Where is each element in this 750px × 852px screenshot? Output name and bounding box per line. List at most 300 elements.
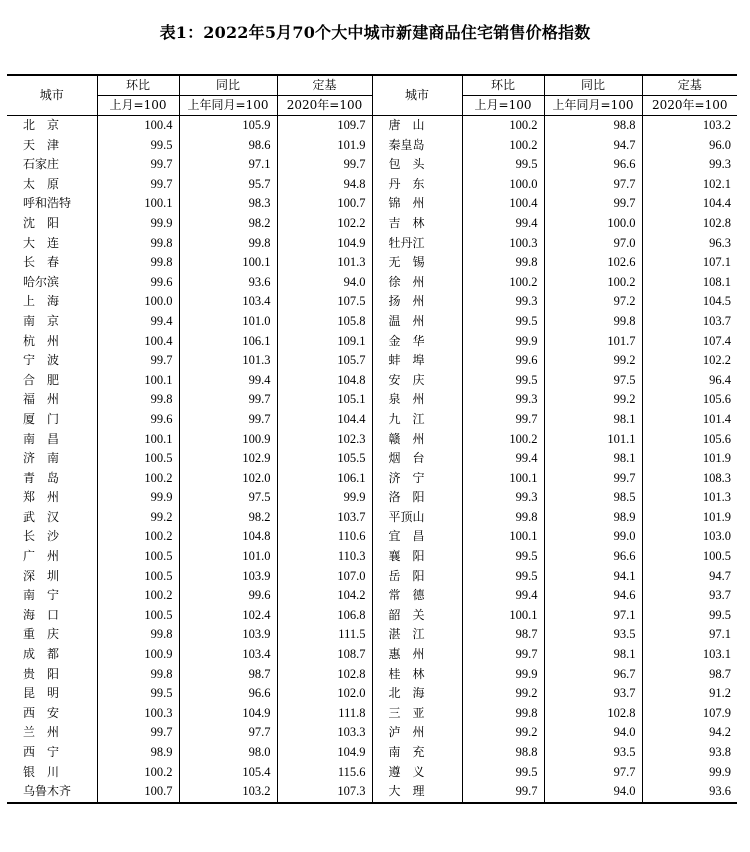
yoy-value-right: 94.0 <box>544 723 642 743</box>
city-name-left: 贵 阳 <box>7 665 97 685</box>
table-row <box>7 586 737 606</box>
city-name-left: 上 海 <box>7 292 97 312</box>
fixed-value-right: 100.5 <box>702 549 731 564</box>
city-name-right: 南 充 <box>372 743 462 763</box>
city-name-left: 西 宁 <box>7 743 97 763</box>
fixed-value-left: 102.0 <box>277 684 372 704</box>
yoy-value-left: 99.7 <box>179 410 277 430</box>
fixed-value-left: 111.5 <box>277 625 372 645</box>
yoy-value-right: 98.5 <box>544 488 642 508</box>
table-row <box>7 704 737 724</box>
fixed-value-left: 102.8 <box>277 665 372 685</box>
fixed-value-left: 109.7 <box>277 116 372 136</box>
table-row <box>7 763 737 783</box>
mom-value-left: 100.5 <box>97 567 179 587</box>
yoy-value-left: 105.9 <box>179 116 277 136</box>
mom-value-right: 99.5 <box>462 763 544 783</box>
city-name-right: 金 华 <box>372 332 462 352</box>
header-yoy-left: 同比 <box>179 75 277 96</box>
fixed-value-left: 100.7 <box>277 194 372 214</box>
city-name-right: 徐 州 <box>372 273 462 293</box>
fixed-value-left: 107.3 <box>277 782 372 803</box>
table-row <box>7 665 737 685</box>
yoy-value-left: 99.6 <box>179 586 277 606</box>
yoy-value-left: 102.9 <box>179 449 277 469</box>
fixed-value-right: 104.4 <box>702 196 731 211</box>
mom-value-left: 100.9 <box>97 645 179 665</box>
city-name-left: 大 连 <box>7 234 97 254</box>
mom-value-left: 99.7 <box>97 175 179 195</box>
city-name-right: 泸 州 <box>372 723 462 743</box>
table-row <box>7 194 737 214</box>
yoy-value-left: 103.2 <box>179 782 277 803</box>
city-name-left: 合 肥 <box>7 371 97 391</box>
city-name-right: 惠 州 <box>372 645 462 665</box>
fixed-value-left: 102.3 <box>277 430 372 450</box>
yoy-value-left: 97.7 <box>179 723 277 743</box>
mom-value-right: 99.4 <box>462 449 544 469</box>
mom-value-right: 100.2 <box>462 430 544 450</box>
table-row <box>7 606 737 626</box>
fixed-value-left: 104.4 <box>277 410 372 430</box>
city-name-left: 长 春 <box>7 253 97 273</box>
city-name-left: 西 安 <box>7 704 97 724</box>
table-row <box>7 175 737 195</box>
mom-value-right: 99.7 <box>462 645 544 665</box>
mom-value-left: 98.9 <box>97 743 179 763</box>
yoy-value-right: 98.8 <box>544 116 642 136</box>
header-mom-base-left: 上月=100 <box>97 96 179 116</box>
table-row <box>7 743 737 763</box>
mom-value-right: 99.8 <box>462 253 544 273</box>
yoy-value-right: 100.0 <box>544 214 642 234</box>
city-name-left: 青 岛 <box>7 469 97 489</box>
city-name-right: 北 海 <box>372 684 462 704</box>
fixed-value-left: 101.9 <box>277 136 372 156</box>
table-row <box>7 332 737 352</box>
fixed-value-left: 111.8 <box>277 704 372 724</box>
city-name-left: 南 昌 <box>7 430 97 450</box>
mom-value-left: 100.2 <box>97 763 179 783</box>
fixed-value-left: 103.7 <box>277 508 372 528</box>
yoy-value-left: 100.1 <box>179 253 277 273</box>
city-name-left: 杭 州 <box>7 332 97 352</box>
table-body <box>7 116 737 803</box>
mom-value-right: 99.8 <box>462 508 544 528</box>
fixed-value-left: 102.2 <box>277 214 372 234</box>
city-name-right: 宜 昌 <box>372 527 462 547</box>
yoy-value-right: 101.7 <box>544 332 642 352</box>
mom-value-right: 99.4 <box>462 586 544 606</box>
yoy-value-left: 99.7 <box>179 390 277 410</box>
fixed-value-right: 101.9 <box>702 509 731 524</box>
fixed-value-left: 105.8 <box>277 312 372 332</box>
mom-value-left: 100.5 <box>97 547 179 567</box>
city-name-left: 北 京 <box>7 116 97 136</box>
table-row <box>7 430 737 450</box>
city-name-left: 哈尔滨 <box>7 273 97 293</box>
yoy-value-right: 99.2 <box>544 390 642 410</box>
fixed-value-right: 98.7 <box>709 666 731 681</box>
city-name-left: 银 川 <box>7 763 97 783</box>
mom-value-left: 100.3 <box>97 704 179 724</box>
fixed-value-right: 99.5 <box>709 607 731 622</box>
fixed-value-right: 103.0 <box>702 529 731 544</box>
fixed-value-right: 105.6 <box>702 392 731 407</box>
mom-value-right: 99.3 <box>462 488 544 508</box>
mom-value-right: 99.2 <box>462 723 544 743</box>
header-mom-base-right: 上月=100 <box>462 96 544 116</box>
city-name-right: 三 亚 <box>372 704 462 724</box>
fixed-value-right: 108.1 <box>702 274 731 289</box>
fixed-value-right: 105.6 <box>702 431 731 446</box>
table-row <box>7 273 737 293</box>
fixed-value-left: 104.8 <box>277 371 372 391</box>
yoy-value-left: 93.6 <box>179 273 277 293</box>
mom-value-left: 99.8 <box>97 234 179 254</box>
mom-value-right: 99.8 <box>462 704 544 724</box>
city-name-right: 温 州 <box>372 312 462 332</box>
mom-value-left: 100.4 <box>97 332 179 352</box>
fixed-value-right: 102.1 <box>702 176 731 191</box>
yoy-value-left: 101.0 <box>179 547 277 567</box>
yoy-value-left: 100.9 <box>179 430 277 450</box>
yoy-value-left: 104.9 <box>179 704 277 724</box>
fixed-value-left: 104.2 <box>277 586 372 606</box>
yoy-value-left: 99.4 <box>179 371 277 391</box>
fixed-value-left: 109.1 <box>277 332 372 352</box>
city-name-right: 泉 州 <box>372 390 462 410</box>
fixed-value-right: 103.2 <box>702 118 731 132</box>
table-row <box>7 136 737 156</box>
mom-value-left: 99.6 <box>97 273 179 293</box>
city-name-left: 沈 阳 <box>7 214 97 234</box>
yoy-value-left: 99.8 <box>179 234 277 254</box>
mom-value-left: 100.0 <box>97 292 179 312</box>
mom-value-left: 100.5 <box>97 606 179 626</box>
yoy-value-left: 98.6 <box>179 136 277 156</box>
yoy-value-left: 103.9 <box>179 567 277 587</box>
yoy-value-left: 96.6 <box>179 684 277 704</box>
mom-value-left: 99.2 <box>97 508 179 528</box>
yoy-value-right: 99.7 <box>544 194 642 214</box>
header-yoy-base-right: 上年同月=100 <box>544 96 642 116</box>
yoy-value-right: 97.5 <box>544 371 642 391</box>
fixed-value-right: 101.9 <box>702 451 731 466</box>
table-row <box>7 155 737 175</box>
mom-value-left: 99.4 <box>97 312 179 332</box>
mom-value-right: 99.5 <box>462 371 544 391</box>
city-name-left: 南 京 <box>7 312 97 332</box>
table-row <box>7 312 737 332</box>
header-mom-right: 环比 <box>462 75 544 96</box>
mom-value-left: 100.2 <box>97 469 179 489</box>
city-name-right: 蚌 埠 <box>372 351 462 371</box>
fixed-value-left: 110.6 <box>277 527 372 547</box>
city-name-right: 湛 江 <box>372 625 462 645</box>
yoy-value-left: 97.1 <box>179 155 277 175</box>
header-mom-left: 环比 <box>97 75 179 96</box>
table-row <box>7 469 737 489</box>
fixed-value-right: 101.3 <box>702 490 731 505</box>
city-name-right: 烟 台 <box>372 449 462 469</box>
mom-value-right: 99.7 <box>462 782 544 803</box>
yoy-value-right: 102.8 <box>544 704 642 724</box>
city-name-left: 石家庄 <box>7 155 97 175</box>
fixed-value-left: 106.1 <box>277 469 372 489</box>
city-name-left: 海 口 <box>7 606 97 626</box>
fixed-value-right: 102.8 <box>702 215 731 230</box>
table-row <box>7 567 737 587</box>
price-index-table <box>7 74 737 804</box>
fixed-value-left: 110.3 <box>277 547 372 567</box>
mom-value-right: 100.1 <box>462 606 544 626</box>
mom-value-left: 99.8 <box>97 390 179 410</box>
mom-value-left: 99.5 <box>97 136 179 156</box>
header-fixed-right: 定基 <box>642 75 737 96</box>
header-yoy-base-left: 上年同月=100 <box>179 96 277 116</box>
mom-value-left: 99.7 <box>97 155 179 175</box>
yoy-value-right: 93.5 <box>544 743 642 763</box>
yoy-value-right: 98.9 <box>544 508 642 528</box>
mom-value-right: 100.1 <box>462 469 544 489</box>
fixed-value-right: 99.9 <box>709 764 731 779</box>
header-fixed-base-right: 2020年=100 <box>642 96 737 116</box>
table-row <box>7 684 737 704</box>
yoy-value-right: 97.7 <box>544 175 642 195</box>
mom-value-left: 99.7 <box>97 351 179 371</box>
table-row <box>7 371 737 391</box>
city-name-right: 桂 林 <box>372 665 462 685</box>
city-name-right: 九 江 <box>372 410 462 430</box>
mom-value-right: 99.5 <box>462 312 544 332</box>
yoy-value-left: 98.3 <box>179 194 277 214</box>
city-name-right: 丹 东 <box>372 175 462 195</box>
yoy-value-left: 98.2 <box>179 508 277 528</box>
fixed-value-right: 93.8 <box>709 745 731 759</box>
mom-value-left: 99.9 <box>97 214 179 234</box>
city-name-right: 洛 阳 <box>372 488 462 508</box>
fixed-value-right: 101.4 <box>702 411 731 426</box>
city-name-right: 赣 州 <box>372 430 462 450</box>
yoy-value-left: 97.5 <box>179 488 277 508</box>
fixed-value-right: 99.3 <box>709 157 731 172</box>
city-name-right: 唐 山 <box>372 116 462 136</box>
fixed-value-right: 96.0 <box>709 137 731 152</box>
mom-value-left: 99.5 <box>97 684 179 704</box>
city-name-right: 秦皇岛 <box>372 136 462 156</box>
mom-value-right: 98.7 <box>462 625 544 645</box>
fixed-value-right: 97.1 <box>709 627 731 642</box>
fixed-value-left: 99.9 <box>277 488 372 508</box>
city-name-right: 平顶山 <box>372 508 462 528</box>
mom-value-right: 99.7 <box>462 410 544 430</box>
fixed-value-right: 108.3 <box>702 470 731 485</box>
mom-value-left: 100.4 <box>97 116 179 136</box>
yoy-value-right: 96.6 <box>544 155 642 175</box>
table-row <box>7 292 737 312</box>
header-city-left: 城市 <box>7 75 97 116</box>
yoy-value-left: 101.0 <box>179 312 277 332</box>
fixed-value-right: 103.1 <box>702 647 731 662</box>
mom-value-left: 99.8 <box>97 625 179 645</box>
fixed-value-right: 96.3 <box>709 235 731 250</box>
mom-value-right: 100.2 <box>462 116 544 136</box>
city-name-left: 重 庆 <box>7 625 97 645</box>
table-row <box>7 508 737 528</box>
city-name-right: 安 庆 <box>372 371 462 391</box>
mom-value-left: 100.2 <box>97 527 179 547</box>
header-yoy-right: 同比 <box>544 75 642 96</box>
table-row <box>7 527 737 547</box>
city-name-left: 成 都 <box>7 645 97 665</box>
yoy-value-right: 98.1 <box>544 449 642 469</box>
table-row <box>7 410 737 430</box>
fixed-value-left: 115.6 <box>277 763 372 783</box>
table-row <box>7 782 737 803</box>
city-name-left: 福 州 <box>7 390 97 410</box>
table-row <box>7 116 737 136</box>
yoy-value-left: 105.4 <box>179 763 277 783</box>
mom-value-left: 100.1 <box>97 430 179 450</box>
yoy-value-right: 99.8 <box>544 312 642 332</box>
city-name-left: 广 州 <box>7 547 97 567</box>
city-name-right: 无 锡 <box>372 253 462 273</box>
fixed-value-right: 94.7 <box>709 568 731 583</box>
mom-value-left: 99.8 <box>97 665 179 685</box>
yoy-value-left: 98.2 <box>179 214 277 234</box>
fixed-value-left: 105.1 <box>277 390 372 410</box>
fixed-value-right: 102.2 <box>702 353 731 368</box>
yoy-value-right: 101.1 <box>544 430 642 450</box>
yoy-value-left: 103.4 <box>179 292 277 312</box>
mom-value-right: 99.9 <box>462 332 544 352</box>
fixed-value-right: 94.2 <box>709 725 731 740</box>
yoy-value-right: 99.7 <box>544 469 642 489</box>
yoy-value-right: 99.0 <box>544 527 642 547</box>
mom-value-left: 100.2 <box>97 586 179 606</box>
city-name-right: 韶 关 <box>372 606 462 626</box>
mom-value-left: 99.9 <box>97 488 179 508</box>
header-fixed-base-left: 2020年=100 <box>277 96 372 116</box>
yoy-value-right: 93.7 <box>544 684 642 704</box>
yoy-value-left: 102.4 <box>179 606 277 626</box>
table-row <box>7 234 737 254</box>
city-name-left: 太 原 <box>7 175 97 195</box>
city-name-left: 济 南 <box>7 449 97 469</box>
yoy-value-left: 101.3 <box>179 351 277 371</box>
mom-value-right: 100.1 <box>462 527 544 547</box>
table-row <box>7 253 737 273</box>
header-fixed-left: 定基 <box>277 75 372 96</box>
city-name-right: 牡丹江 <box>372 234 462 254</box>
mom-value-left: 100.1 <box>97 371 179 391</box>
yoy-value-right: 97.1 <box>544 606 642 626</box>
mom-value-left: 100.5 <box>97 449 179 469</box>
mom-value-right: 99.5 <box>462 567 544 587</box>
mom-value-right: 99.3 <box>462 390 544 410</box>
mom-value-left: 99.6 <box>97 410 179 430</box>
fixed-value-left: 99.7 <box>277 155 372 175</box>
yoy-value-left: 98.0 <box>179 743 277 763</box>
city-name-right: 吉 林 <box>372 214 462 234</box>
fixed-value-left: 107.5 <box>277 292 372 312</box>
yoy-value-left: 106.1 <box>179 332 277 352</box>
fixed-value-left: 104.9 <box>277 743 372 763</box>
table-row <box>7 488 737 508</box>
mom-value-right: 100.0 <box>462 175 544 195</box>
yoy-value-right: 98.1 <box>544 410 642 430</box>
fixed-value-left: 108.7 <box>277 645 372 665</box>
city-name-left: 天 津 <box>7 136 97 156</box>
yoy-value-right: 97.2 <box>544 292 642 312</box>
yoy-value-right: 93.5 <box>544 625 642 645</box>
yoy-value-left: 98.7 <box>179 665 277 685</box>
mom-value-right: 99.5 <box>462 547 544 567</box>
fixed-value-right: 107.9 <box>702 705 731 720</box>
table-row <box>7 547 737 567</box>
city-name-left: 南 宁 <box>7 586 97 606</box>
mom-value-right: 100.3 <box>462 234 544 254</box>
yoy-value-right: 97.0 <box>544 234 642 254</box>
yoy-value-right: 96.6 <box>544 547 642 567</box>
table-row <box>7 390 737 410</box>
fixed-value-left: 107.0 <box>277 567 372 587</box>
mom-value-right: 99.5 <box>462 155 544 175</box>
fixed-value-right: 103.7 <box>702 313 731 328</box>
city-name-right: 遵 义 <box>372 763 462 783</box>
mom-value-right: 98.8 <box>462 743 544 763</box>
mom-value-right: 100.2 <box>462 136 544 156</box>
city-name-left: 兰 州 <box>7 723 97 743</box>
city-name-left: 武 汉 <box>7 508 97 528</box>
fixed-value-left: 94.0 <box>277 273 372 293</box>
mom-value-right: 100.2 <box>462 273 544 293</box>
mom-value-left: 100.1 <box>97 194 179 214</box>
yoy-value-right: 94.7 <box>544 136 642 156</box>
mom-value-right: 99.4 <box>462 214 544 234</box>
fixed-value-right: 104.5 <box>702 294 731 309</box>
fixed-value-left: 105.5 <box>277 449 372 469</box>
fixed-value-left: 106.8 <box>277 606 372 626</box>
yoy-value-right: 99.2 <box>544 351 642 371</box>
yoy-value-left: 95.7 <box>179 175 277 195</box>
fixed-value-left: 105.7 <box>277 351 372 371</box>
yoy-value-right: 94.6 <box>544 586 642 606</box>
fixed-value-right: 107.1 <box>702 255 731 270</box>
table-row <box>7 723 737 743</box>
city-name-left: 昆 明 <box>7 684 97 704</box>
mom-value-right: 99.9 <box>462 665 544 685</box>
fixed-value-right: 93.7 <box>709 588 731 603</box>
city-name-left: 郑 州 <box>7 488 97 508</box>
mom-value-left: 99.7 <box>97 723 179 743</box>
table-row <box>7 625 737 645</box>
city-name-right: 岳 阳 <box>372 567 462 587</box>
table-row <box>7 214 737 234</box>
city-name-left: 深 圳 <box>7 567 97 587</box>
yoy-value-right: 94.1 <box>544 567 642 587</box>
mom-value-right: 99.2 <box>462 684 544 704</box>
city-name-left: 厦 门 <box>7 410 97 430</box>
yoy-value-left: 103.4 <box>179 645 277 665</box>
city-name-right: 襄 阳 <box>372 547 462 567</box>
fixed-value-right: 107.4 <box>702 333 731 348</box>
city-name-right: 扬 州 <box>372 292 462 312</box>
city-name-left: 长 沙 <box>7 527 97 547</box>
yoy-value-right: 94.0 <box>544 782 642 803</box>
yoy-value-right: 100.2 <box>544 273 642 293</box>
